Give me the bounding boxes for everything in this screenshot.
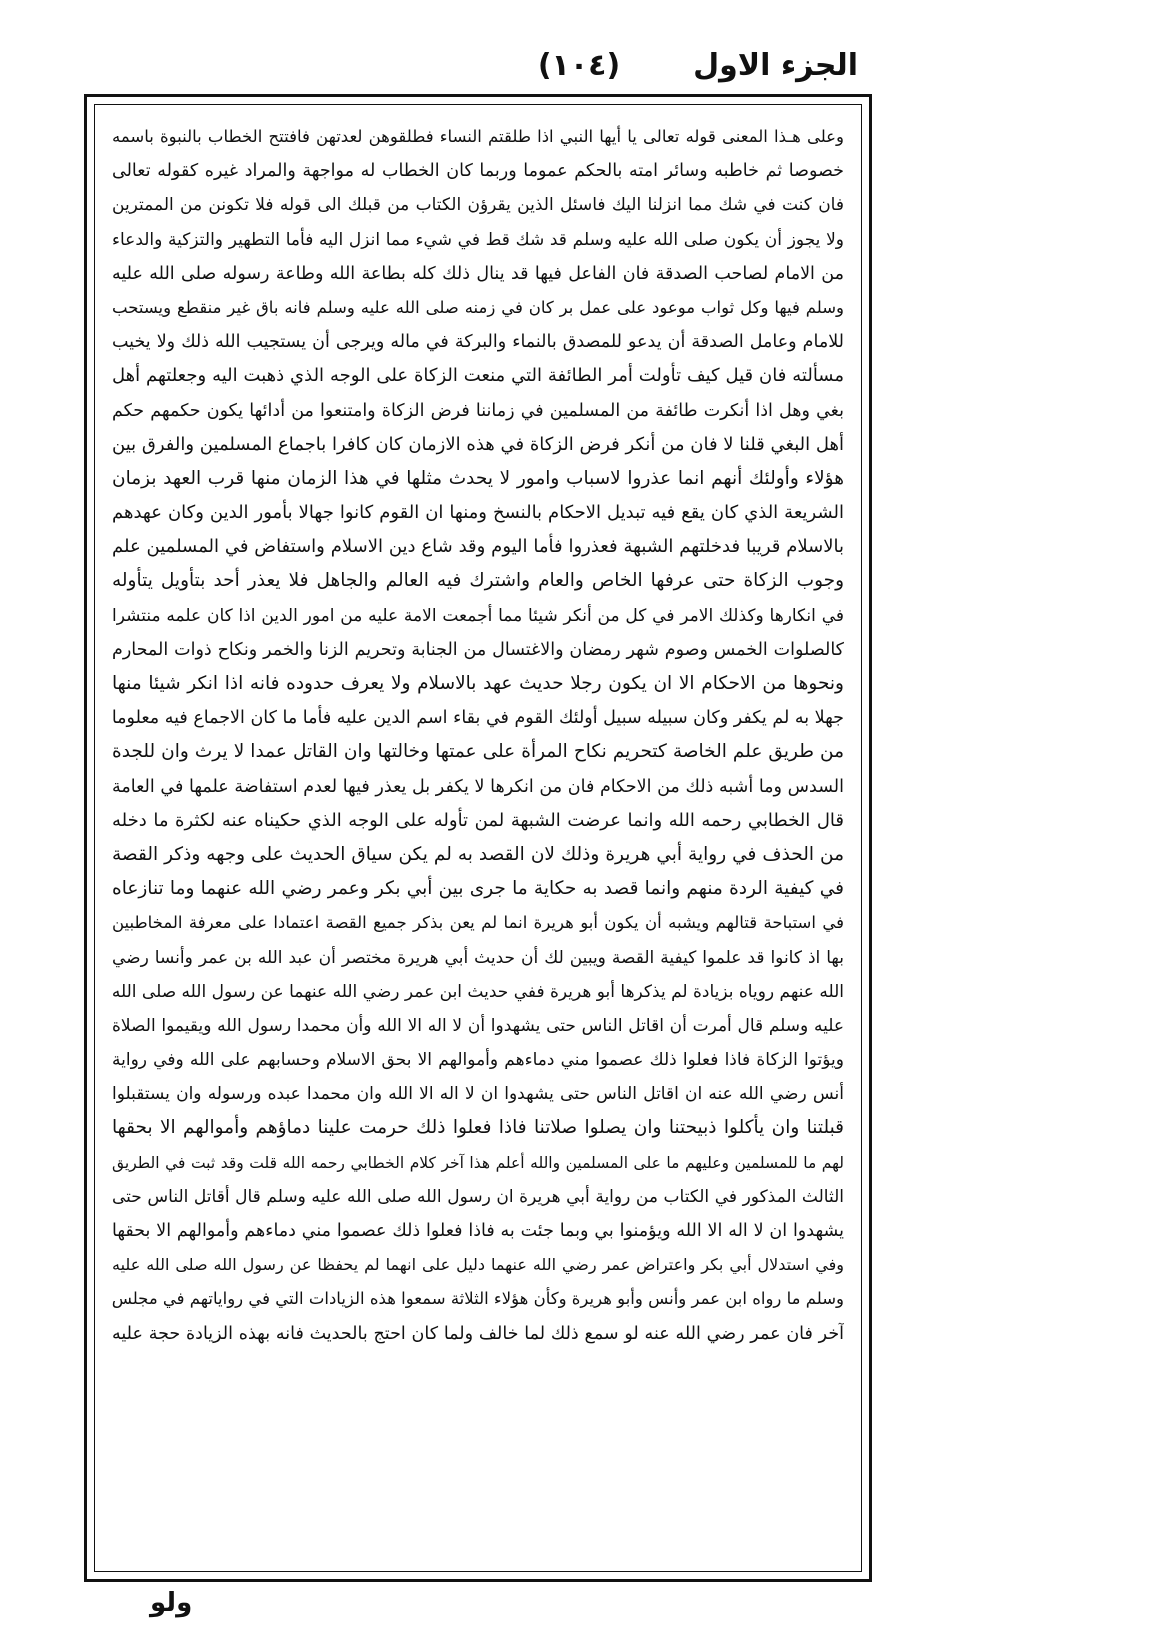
- text-line: مسألته فان قيل كيف تأولت أمر الطائفة التي منعت الزكاة على الوجه الذي ذهبت اليه وجعلتهم أهل: [112, 365, 844, 387]
- text-line: وسلم ما رواه ابن عمر وأنس وأبو هريرة وكأن هؤلاء الثلاثة سمعوا هذه الزيادات التي في رواياتهم في مجلس: [112, 1289, 844, 1309]
- text-line: في كيفية الردة منهم وانما قصد به حكاية ما جرى بين أبي بكر وعمر رضي الله عنهما وما تنازعاه: [112, 878, 844, 900]
- text-body: [112, 120, 844, 1560]
- text-line: عليه وسلم قال أمرت أن اقاتل الناس حتى يشهدوا أن لا اله الا الله وأن محمدا رسول الله ويقيموا الصلاة: [112, 1015, 844, 1036]
- text-line: بغي وهل اذا أنكرت طائفة من المسلمين في زماننا فرض الزكاة وامتنعوا من أدائها يكون حكمهم حكم: [112, 400, 844, 421]
- text-line: جهلا به لم يكفر وكان سبيله سبيل أولئك القوم في بقاء اسم الدين عليه فأما ما كان الاجماع فيه معلوما: [112, 708, 844, 729]
- text-line: ونحوها من الاحكام الا ان يكون رجلا حديث عهد بالاسلام ولا يعرف حدوده فانه اذا انكر شيئا منها: [112, 673, 844, 694]
- text-line: في انكارها وكذلك الامر في كل من أنكر شيئا مما أجمعت الامة عليه من امور الدين اذا كان علمه منتشرا: [112, 605, 844, 626]
- text-line: وجوب الزكاة حتى عرفها الخاص والعام واشترك فيه العالم والجاهل فلا يعذر أحد بتأويل يتأوله: [112, 570, 844, 592]
- text-line: يشهدوا ان لا اله الا الله ويؤمنوا بي وبما جئت به فاذا فعلوا ذلك عصموا مني دماءهم وأموالهم الا بحقها: [112, 1221, 844, 1241]
- page-header: [0, 40, 1158, 90]
- text-line: بالاسلام قريبا فدخلتهم الشبهة فعذروا فأما اليوم وقد شاع دين الاسلام واستفاض في المسلمين علم: [112, 536, 844, 558]
- text-line: لهم ما للمسلمين وعليهم ما على المسلمين والله أعلم هذا آخر كلام الخطابي رحمه الله قلت وقد ثبت في الطريق: [112, 1153, 844, 1172]
- text-line: أهل البغي قلنا لا فان من أنكر فرض الزكاة في هذه الازمان كان كافرا باجماع المسلمين والفرق بين: [112, 433, 844, 455]
- text-line: السدس وما أشبه ذلك من الاحكام فان من انكرها لا يكفر بل يعذر فيها لعدم استفاضة علمها في العامة: [112, 776, 844, 797]
- catchword: ولو: [150, 1588, 193, 1618]
- text-line: كالصلوات الخمس وصوم شهر رمضان والاغتسال من الجنابة وتحريم الزنا والخمر ونكاح ذوات المحارم: [112, 639, 844, 660]
- text-line: وفي استدلال أبي بكر واعتراض عمر رضي الله عنهما دليل على انهما لم يحفظا عن رسول الله صلى الله عليه: [112, 1255, 844, 1275]
- text-line: ولا يجوز أن يكون صلى الله عليه وسلم قد شك قط في شيء مما انزل اليه فأما التطهير والتزكية والدعاء: [112, 229, 844, 250]
- text-line: خصوصا ثم خاطبه وسائر امته بالحكم عموما وربما كان الخطاب له مواجهة والمراد غيره كقوله تعالى: [112, 161, 844, 182]
- text-line: هؤلاء وأولئك أنهم انما عذروا لاسباب وامور لا يحدث مثلها في هذا الزمان منها قرب العهد بزمان: [112, 467, 844, 489]
- text-line: من الامام لصاحب الصدقة فان الفاعل فيها قد ينال ذلك كله بطاعة الله وطاعة رسوله صلى الله عليه: [112, 263, 844, 284]
- text-line: أنس رضي الله عنه ان اقاتل الناس حتى يشهدوا ان لا اله الا الله وان محمدا عبده ورسوله وان يستقبلوا: [112, 1084, 844, 1105]
- text-line: فان كنت في شك مما انزلنا اليك فاسئل الذين يقرؤن الكتاب من قبلك الى قوله فلا تكونن من الممترين: [112, 195, 844, 216]
- text-line: وعلى هـذا المعنى قوله تعالى يا أيها النبي اذا طلقتم النساء فطلقوهن لعدتهن فافتتح الخطاب بالنبوة باسمه: [112, 127, 844, 146]
- text-line: الله عنهم روياه بزيادة لم يذكرها أبو هريرة ففي حديث ابن عمر رضي الله عنهما عن رسول الله صلى الله: [112, 981, 844, 1002]
- text-line: من الحذف في رواية أبي هريرة وذلك لان القصد به لم يكن سياق الحديث على وجهه وذكر القصة: [112, 843, 844, 865]
- text-line: للامام وعامل الصدقة أن يدعو للمصدق بالنماء والبركة في ماله ويرجى أن يستجيب الله ذلك ولا يخيب: [112, 332, 844, 353]
- text-line: قال الخطابي رحمه الله وانما عرضت الشبهة لمن تأوله على الوجه الذي حكيناه عنه لكثرة ما دخله: [112, 809, 844, 831]
- text-line: الثالث المذكور في الكتاب من رواية أبي هريرة ان رسول الله صلى الله عليه وسلم قال أقاتل الناس حتى: [112, 1186, 844, 1207]
- text-line: قبلتنا وان يأكلوا ذبيحتنا وان يصلوا صلاتنا فاذا فعلوا ذلك حرمت علينا دماؤهم وأموالهم الا بحقها: [112, 1117, 844, 1139]
- text-line: من طريق علم الخاصة كتحريم نكاح المرأة على عمتها وخالتها وان القاتل عمدا لا يرث وان للجدة: [112, 741, 844, 763]
- text-line: ويؤتوا الزكاة فاذا فعلوا ذلك عصموا مني دماءهم وأموالهم الا بحق الاسلام وحسابهم على الله وفي رواية: [112, 1050, 844, 1071]
- text-line: في استباحة قتالهم ويشبه أن يكون أبو هريرة انما لم يعن بذكر جميع القصة اعتمادا على معرفة المخاطبين: [112, 913, 844, 933]
- text-line: الشريعة الذي كان يقع فيه تبديل الاحكام بالنسخ ومنها ان القوم كانوا جهالا بأمور الدين وكان عهدهم: [112, 502, 844, 524]
- page-number: (١٠٤): [537, 48, 621, 83]
- text-line: وسلم فيها وكل ثواب موعود على عمل بر كان في زمنه صلى الله عليه وسلم فانه باق غير منقطع ويستحب: [112, 297, 844, 317]
- text-line: بها اذ كانوا قد علموا كيفية القصة ويبين لك أن حديث أبي هريرة مختصر أن عبد الله بن عمر وأنسا رضي: [112, 947, 844, 968]
- volume-label: الجزء الاول: [693, 48, 858, 83]
- text-line: آخر فان عمر رضي الله عنه لو سمع ذلك لما خالف ولما كان احتج بالحديث فانه بهذه الزيادة حجة عليه: [112, 1323, 844, 1344]
